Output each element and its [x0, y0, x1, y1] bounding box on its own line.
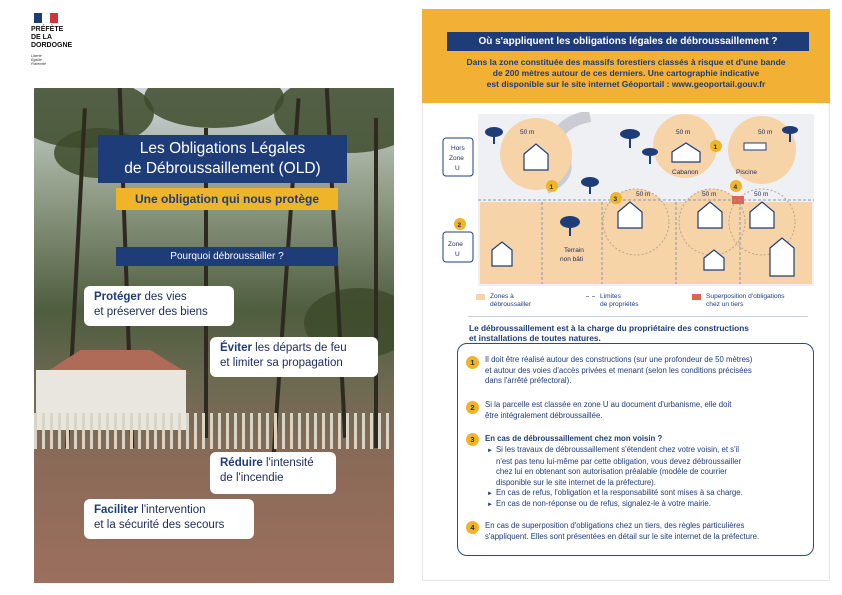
point-1: Il doit être réalisé autour des constructions (sur une profondeur de 50 mètres) et autour des voies d'accès privées et menant (selon les conditions précisées dans l'arrêté préfectoral). — [485, 355, 753, 386]
owner-responsibility: Le débroussaillement est à la charge du propriétaire des constructions et installations de toutes natures. — [469, 323, 749, 343]
divider — [468, 316, 808, 317]
distance-label: 50 m — [520, 129, 535, 136]
prefecture-name: PRÉFÈTE DE LA DORDOGNE — [31, 26, 73, 49]
where-question: Où s'appliquent les obligations légales de débroussaillement ? — [447, 32, 809, 51]
legend-zones: Zones à débroussailler — [476, 293, 566, 309]
point-4: En cas de superposition d'obligations chez un tiers, des règles particulières s'appliquent. Elles sont présentées en détail sur le site internet de la préfecture. — [485, 521, 760, 541]
svg-text:Hors: Hors — [451, 145, 465, 152]
subtitle-banner: Une obligation qui nous protège — [116, 188, 338, 210]
svg-text:Zone: Zone — [448, 241, 463, 248]
svg-text:2: 2 — [457, 222, 462, 229]
distance-label: 50 m — [754, 191, 769, 198]
distance-label: 50 m — [636, 191, 651, 198]
point-number: 4 — [466, 521, 479, 534]
why-heading: Pourquoi débroussailler ? — [116, 247, 338, 266]
svg-text:1: 1 — [549, 184, 554, 191]
french-flag-logo — [34, 13, 58, 23]
reason-card-avoid: Éviter les départs de feu et limiter sa propagation — [210, 337, 378, 377]
point-number: 2 — [466, 401, 479, 414]
pool-shape — [744, 143, 766, 150]
intro-text: Dans la zone constituée des massifs forestiers classés à risque et d'une bande de 200 mètres autour de ces derniers. Une cartographie indicative est disponible sur le site internet Géoportail : www.geoportail.gouv.fr — [466, 57, 786, 89]
distance-label: 50 m — [702, 191, 717, 198]
bullet-no-answer: ► En cas de non-réponse ou de refus, signalez-le à votre mairie. — [487, 499, 711, 508]
svg-text:1: 1 — [713, 144, 718, 151]
point-number: 3 — [466, 433, 479, 446]
terrain-label: non bâti — [560, 256, 584, 263]
point-3: En cas de débroussaillement chez mon voisin ? — [485, 434, 663, 443]
distance-label: 50 m — [676, 129, 691, 136]
point-2: Si la parcelle est classée en zone U au document d'urbanisme, elle doit être intégralement débroussaillée. — [485, 400, 732, 420]
cabanon-label: Cabanon — [672, 169, 699, 176]
legend-limits: Limites de propriétés — [586, 293, 666, 309]
svg-text:Zone: Zone — [449, 155, 464, 162]
terrain-label: Terrain — [564, 247, 584, 254]
zones-diagram — [440, 112, 818, 290]
svg-text:3: 3 — [613, 196, 618, 203]
distance-label: 50 m — [758, 129, 773, 136]
reason-card-facilitate: Faciliter l'intervention et la sécurité des secours — [84, 499, 254, 539]
republic-motto: Liberté Égalité Fraternité — [31, 54, 46, 66]
point-number: 1 — [466, 356, 479, 369]
svg-text:U: U — [455, 165, 460, 172]
reason-card-reduce: Réduire l'intensité de l'incendie — [210, 452, 336, 494]
legend-overlap: Superposition d'obligations chez un tiers — [692, 293, 810, 309]
svg-text:U: U — [455, 251, 460, 258]
piscine-label: Piscine — [736, 169, 757, 176]
svg-text:4: 4 — [733, 184, 738, 191]
bullet-refusal: ► En cas de refus, l'obligation et la responsabilité sont mises à sa charge. — [487, 488, 743, 497]
reason-card-protect: Protéger des vies et préserver des biens — [84, 286, 234, 326]
bullet-neighbour: ► Si les travaux de débroussaillement s'étendent chez votre voisin, et s'il n'est pas tenu lui-même par cette obligation, vous devez débroussailler chez lui en obtenant son autorisation préalable (modèle de courrier disponible sur le site internet de la préfecture). — [487, 445, 742, 487]
main-title: Les Obligations Légales de Débroussaillement (OLD) — [98, 135, 347, 183]
